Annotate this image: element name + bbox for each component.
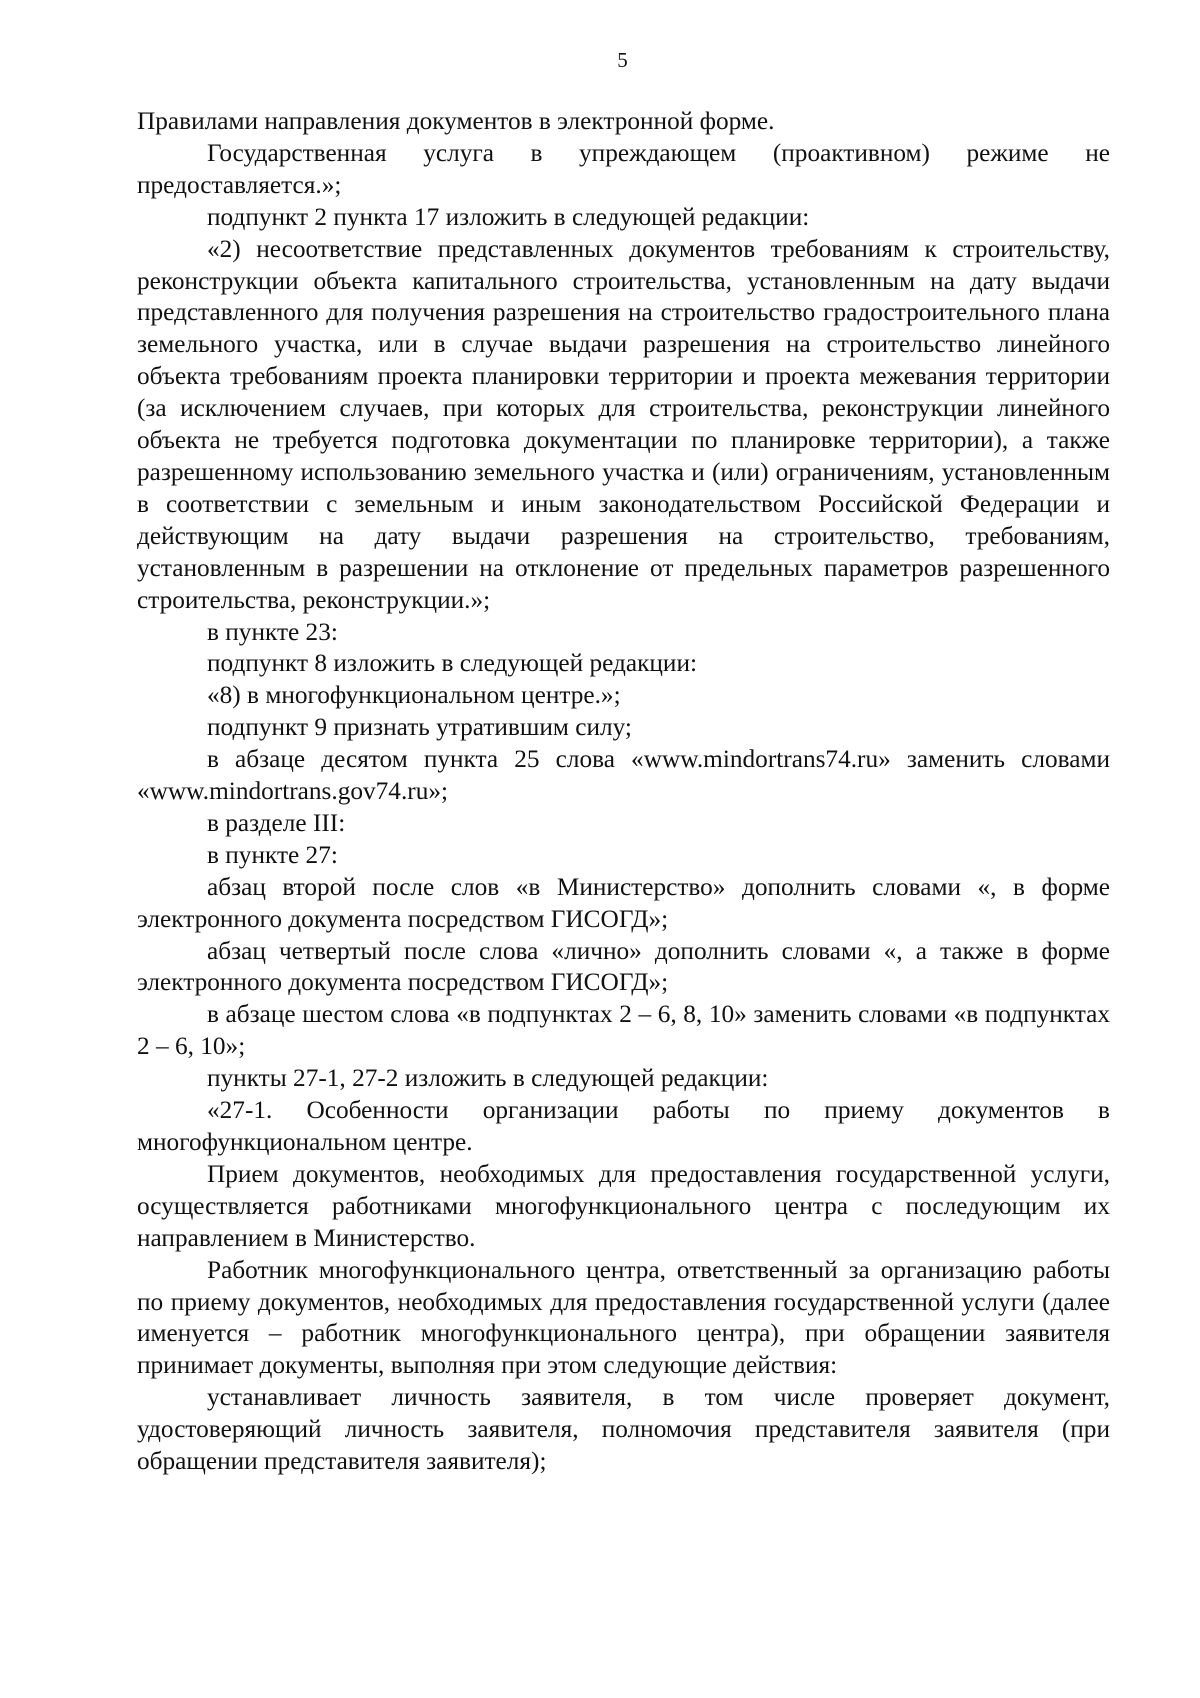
paragraph: «27-1. Особенности организации работы по приему документов в многофункциональном центре. — [137, 1096, 1110, 1156]
paragraph: в разделе III: — [207, 808, 346, 837]
paragraph: «8) в многофункциональном центре.»; — [207, 681, 621, 710]
paragraph: «2) несоответствие представленных документов требованиям к строительству, реконструкции объекта капитального строительства, установленным на дату выдачи представленного для получения разрешения на строительство градостроительного плана земельного участка, или в случае выдачи разрешения на строительство линейного объекта требованиям проекта планировки территории и проекта межевания территории (за исключением случаев, при которых для строительства, реконструкции линейного объекта не требуется подготовка документации по планировке территории), а также разрешенному использованию земельного участка и (или) ограничениям, установленным в соответствии с земельным и иным законодательством Российской Федерации и действующим на дату выдачи разрешения на строительство, требованиям, установленным в разрешении на отклонение от предельных параметров разрешенного строительства, реконструкции.»; — [137, 234, 1110, 614]
paragraph: Прием документов, необходимых для предоставления государственной услуги, осуществляется работниками многофункционального центра с последующим их направлением в Министерство. — [137, 1159, 1110, 1252]
paragraph: подпункт 2 пункта 17 изложить в следующей редакции: — [207, 202, 810, 231]
paragraph: в абзаце шестом слова «в подпунктах 2 – 6, 8, 10» заменить словами «в подпунктах 2 – 6, 10»; — [137, 1000, 1110, 1061]
paragraph: Правилами направления документов в электронной форме. — [137, 107, 775, 135]
paragraph: в абзаце десятом пункта 25 слова «www.mindortrans74.ru» заменить словами «www.mindortrans.gov74.ru»; — [137, 745, 1110, 806]
paragraph: абзац четвертый после слова «лично» дополнить словами «, а также в форме электронного документа посредством ГИСОГД»; — [137, 936, 1110, 997]
page-number: 5 — [617, 48, 628, 72]
paragraph: устанавливает личность заявителя, в том числе проверяет документ, удостоверяющий личность заявителя, полномочия представителя заявителя (при обращении представителя заявителя); — [137, 1383, 1110, 1476]
paragraph: Государственная услуга в упреждающем (проактивном) режиме не предоставляется.»; — [137, 138, 1110, 199]
paragraph: подпункт 8 изложить в следующей редакции: — [207, 649, 698, 678]
paragraph: Работник многофункционального центра, ответственный за организацию работы по приему документов, необходимых для предоставления государственной услуги (далее именуется – работник многофункционального центра), при обращении заявителя принимает документы, выполняя при этом следующие действия: — [137, 1255, 1110, 1380]
document-body — [137, 106, 1110, 1478]
paragraph: абзац второй после слов «в Министерство» дополнить словами «, в форме электронного документа посредством ГИСОГД»; — [137, 872, 1110, 933]
paragraph: в пункте 27: — [207, 840, 338, 869]
paragraph: пункты 27-1, 27-2 изложить в следующей редакции: — [207, 1064, 769, 1093]
paragraph: в пункте 23: — [207, 617, 338, 646]
paragraph: подпункт 9 признать утратившим силу; — [207, 713, 632, 742]
